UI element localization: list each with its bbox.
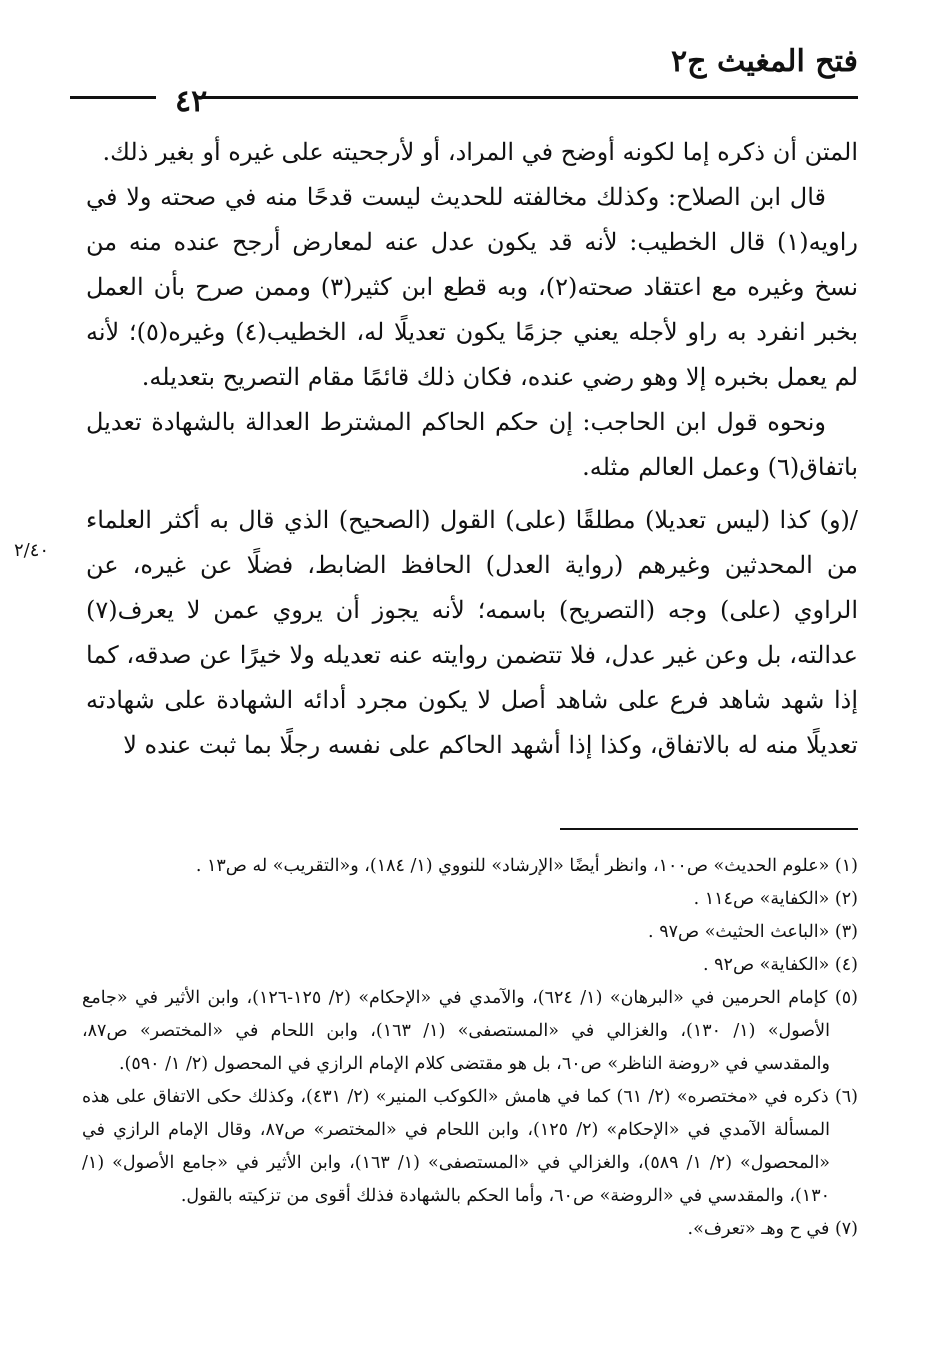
- paragraph: /(و) كذا (ليس تعديلا) مطلقًا (على) القول (الصحيح) الذي قال به أكثر العلماء من المحدثين وغيرهم (رواية العدل) الحافظ الضابط، فضلًا عن غيره، عن الراوي (على) وجه (التصريح) باسمه؛ لأنه يجوز أن يروي عمن لا يعرف(٧) عدالته، بل وعن غير عدل، فلا تتضمن روايته عنه تعديله ولا خيرًا عن صدقه، كما إذا شهد شاهد فرع على شاهد أصل لا يكون مجرد أدائه الشهادة على شهادته تعديلًا منه له بالاتفاق، وكذا إذا أشهد الحاكم على نفسه رجلًا بما ثبت عنده لا: [86, 506, 858, 759]
- book-title: فتح المغيث ج٢: [671, 44, 858, 79]
- header-rule: [198, 96, 858, 99]
- footnotes: [82, 850, 858, 1246]
- footnote: (١) «علوم الحديث» ص١٠٠، وانظر أيضًا «الإرشاد» للنووي (١/ ١٨٤)، و«التقريب» له ص١٣ .: [195, 856, 858, 876]
- paragraph: المتن أن ذكره إما لكونه أوضح في المراد، أو لأرجحيته على غيره أو بغير ذلك.: [102, 138, 858, 166]
- footnote: (٥) كإمام الحرمين في «البرهان» (١/ ٦٢٤)، والآمدي في «الإحكام» (٢/ ١٢٥-١٢٦)، وابن الأثير في «جامع الأصول» (١/ ١٣٠)، والغزالي في «المستصفى» (١/ ١٦٣)، وابن اللحام في «المختصر» ص٨٧، والمقدسي في «روضة الناظر» ص٦٠، بل هو مقتضى كلام الإمام الرازي في المحصول (٢/ ١/ ٥٩٠).: [82, 988, 858, 1074]
- footnote: (٢) «الكفاية» ص١١٤ .: [693, 889, 858, 909]
- footnote-separator: [560, 828, 858, 830]
- page-number: ٤٢: [175, 84, 208, 119]
- footnote: (٤) «الكفاية» ص٩٢ .: [702, 955, 858, 975]
- page-header: [70, 38, 858, 119]
- margin-reference: ٢/٤٠: [14, 540, 50, 561]
- page-number-rule: [70, 96, 156, 99]
- paragraph: ونحوه قول ابن الحاجب: إن حكم الحاكم المشترط العدالة بالشهادة تعديل باتفاق(٦) وعمل العالم مثله.: [86, 408, 858, 481]
- paragraph: قال ابن الصلاح: وكذلك مخالفته للحديث ليست قدحًا منه في صحته ولا في راويه(١) قال الخطيب: لأنه قد يكون عدل عنه لمعارض أرجح عنده منه من نسخ وغيره مع اعتقاد صحته(٢)، وبه قطع ابن كثير(٣) وممن صرح بأن العمل بخبر انفرد به راو لأجله يعني جزمًا يكون تعديلًا له، الخطيب(٤) وغيره(٥)؛ لأنه لم يعمل بخبره إلا وهو رضي عنده، فكان ذلك قائمًا مقام التصريح بتعديله.: [86, 183, 859, 391]
- footnote: (٦) ذكره في «مختصره» (٢/ ٦١) كما في هامش «الكوكب المنير» (٢/ ٤٣١)، وكذلك حكى الاتفاق على هذه المسألة الآمدي في «الإحكام» (٢/ ١٢٥)، وابن اللحام في «المختصر» ص٨٧، وقال الإمام الرازي في «المحصول» (٢/ ١/ ٥٨٩)، والغزالي في «المستصفى» (١/ ١٦٣)، وابن الأثير في «جامع الأصول» (١/ ١٣٠)، والمقدسي في «الروضة» ص٦٠، وأما الحكم بالشهادة فذلك أقوى من تزكيته بالقول.: [82, 1087, 858, 1206]
- main-text: [86, 130, 858, 768]
- footnote: (٣) «الباعث الحثيث» ص٩٧ .: [648, 922, 858, 942]
- footnote: (٧) في ح وهـ «تعرف».: [687, 1219, 858, 1239]
